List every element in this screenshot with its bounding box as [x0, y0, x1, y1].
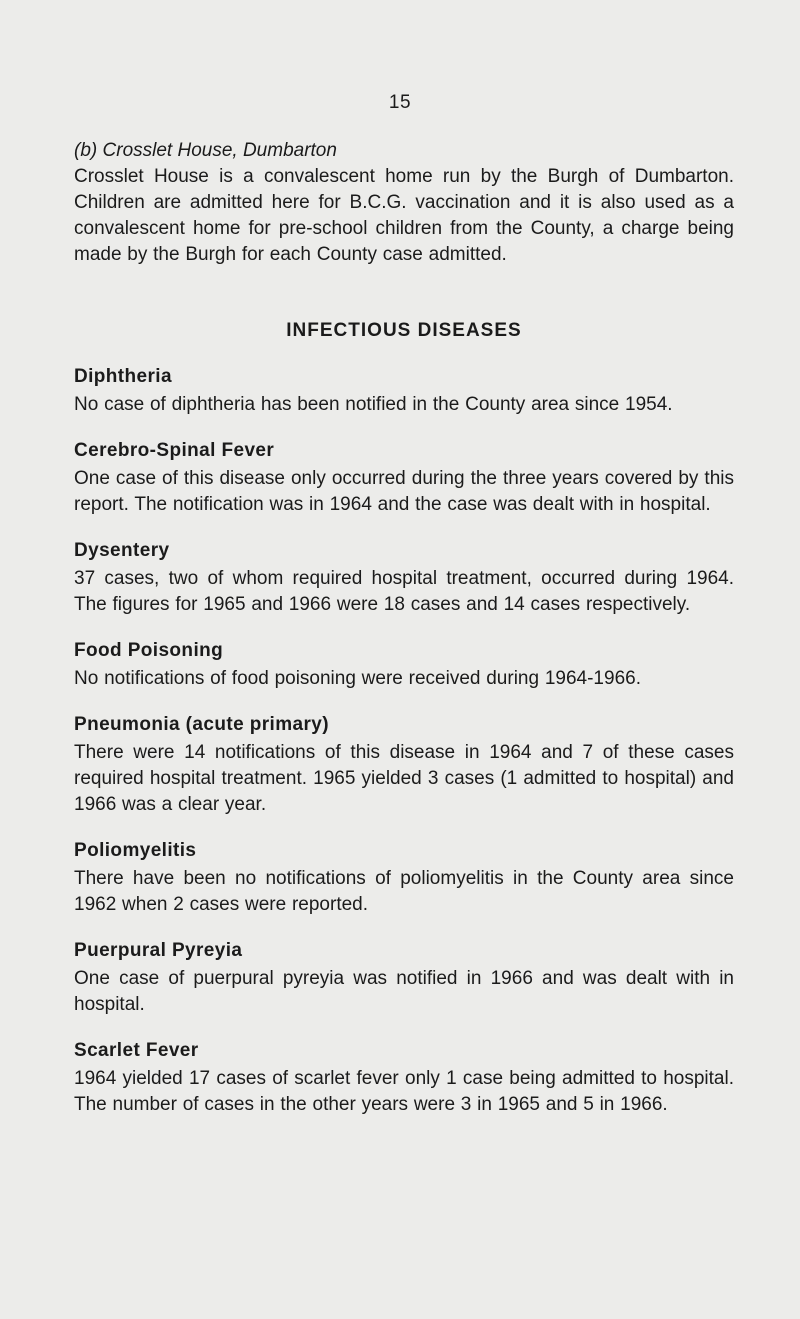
section-food-poisoning: [74, 638, 734, 692]
section-cerebro-spinal-fever: [74, 438, 734, 518]
section-poliomyelitis: [74, 838, 734, 918]
section-puerpural-pyreyia: [74, 938, 734, 1018]
section-heading: Pneumonia (acute primary): [74, 714, 329, 735]
subsection-label: (b): [74, 140, 98, 161]
page-number: 15: [388, 92, 412, 113]
section-text: No case of diphtheria has been notified in the County area since 1954.: [74, 394, 673, 415]
intro-paragraph: Crosslet House is a convalescent home run by the Burgh of Dumbarton. Children are admitted here for B.C.G. vaccination and it is also used as a convalescent home for pre-school children from the County, a charge being made by the Burgh for each County case admitted.: [74, 166, 734, 265]
section-text: There have been no notifications of poliomyelitis in the County area since 1962 when 2 cases were reported.: [74, 868, 734, 915]
page-content: [74, 138, 734, 1138]
section-scarlet-fever: [74, 1038, 734, 1118]
section-heading: Scarlet Fever: [74, 1040, 199, 1061]
section-text: No notifications of food poisoning were received during 1964-1966.: [74, 668, 641, 689]
section-text: There were 14 notifications of this disease in 1964 and 7 of these cases required hospital treatment. 1965 yielded 3 cases (1 admitted to hospital) and 1966 was a clear year.: [74, 742, 734, 815]
section-heading: Puerpural Pyreyia: [74, 940, 243, 961]
subsection-title: Crosslet House, Dumbarton: [102, 140, 337, 161]
main-heading: INFECTIOUS DISEASES: [286, 320, 522, 341]
section-text: 37 cases, two of whom required hospital treatment, occurred during 1964. The figures for 1965 and 1966 were 18 cases and 14 cases respectively.: [74, 568, 734, 615]
section-dysentery: [74, 538, 734, 618]
section-heading: Diphtheria: [74, 366, 172, 387]
section-diphtheria: [74, 364, 734, 418]
section-heading: Poliomyelitis: [74, 840, 197, 861]
subsection-heading: [74, 138, 734, 164]
section-text: One case of puerpural pyreyia was notified in 1966 and was dealt with in hospital.: [74, 968, 734, 1015]
section-text: One case of this disease only occurred during the three years covered by this report. The notification was in 1964 and the case was dealt with in hospital.: [74, 468, 734, 515]
section-heading: Cerebro-Spinal Fever: [74, 440, 275, 461]
section-pneumonia: [74, 712, 734, 818]
section-heading: Food Poisoning: [74, 640, 224, 661]
section-text: 1964 yielded 17 cases of scarlet fever only 1 case being admitted to hospital. The number of cases in the other years were 3 in 1965 and 5 in 1966.: [74, 1068, 734, 1115]
section-heading: Dysentery: [74, 540, 170, 561]
